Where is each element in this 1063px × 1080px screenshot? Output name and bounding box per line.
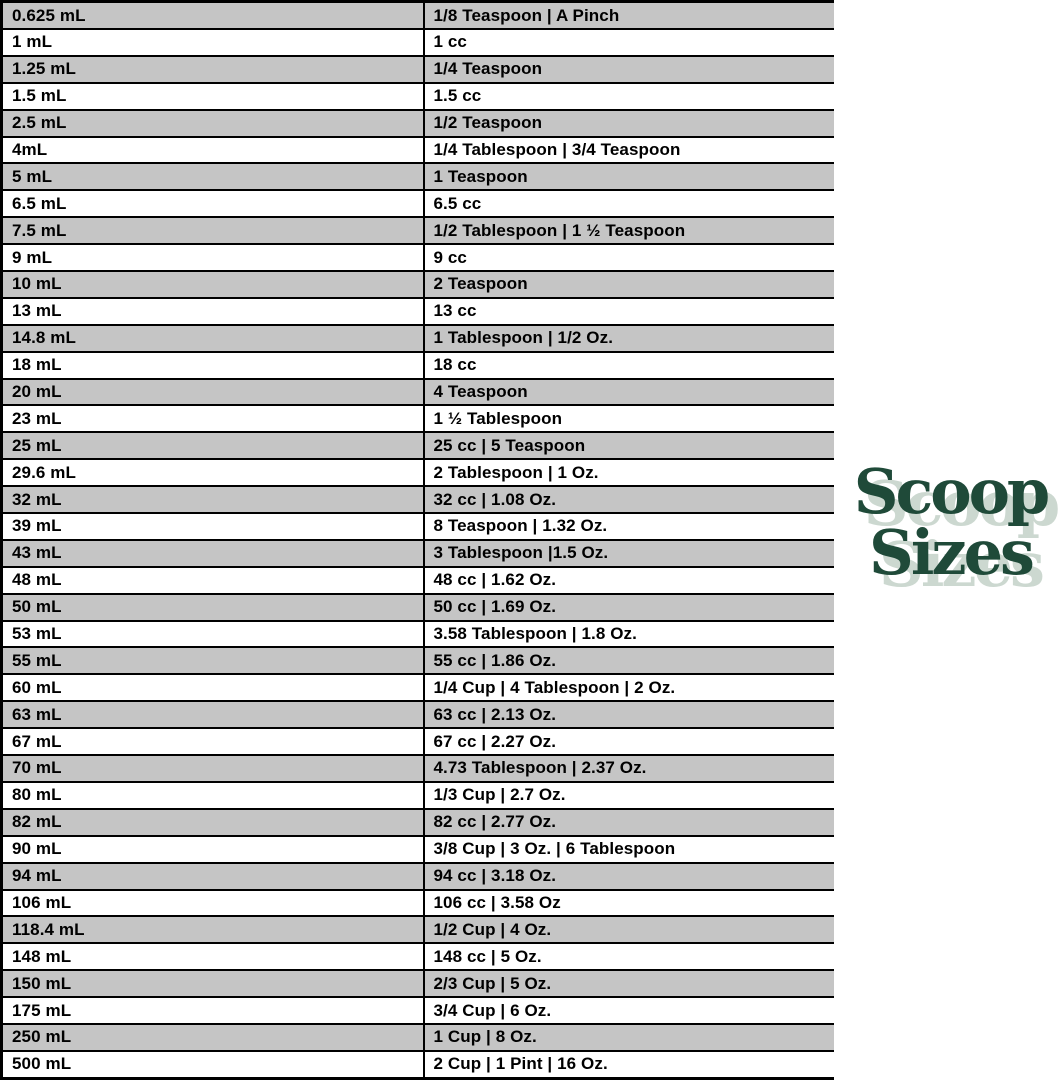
cell-equivalent: 1/4 Tablespoon | 3/4 Teaspoon: [424, 137, 834, 164]
table-row: [2, 540, 834, 567]
cell-milliliters: 80 mL: [2, 782, 424, 809]
table-row: [2, 379, 834, 406]
table-row: [2, 83, 834, 110]
table-row: [2, 782, 834, 809]
table-row: [2, 594, 834, 621]
cell-milliliters: 67 mL: [2, 728, 424, 755]
cell-equivalent: 32 cc | 1.08 Oz.: [424, 486, 834, 513]
table-row: [2, 190, 834, 217]
cell-equivalent: 4.73 Tablespoon | 2.37 Oz.: [424, 755, 834, 782]
cell-milliliters: 6.5 mL: [2, 190, 424, 217]
cell-milliliters: 94 mL: [2, 863, 424, 890]
cell-equivalent: 1.5 cc: [424, 83, 834, 110]
cell-equivalent: 1 Tablespoon | 1/2 Oz.: [424, 325, 834, 352]
table-row: [2, 674, 834, 701]
cell-equivalent: 2 Tablespoon | 1 Oz.: [424, 459, 834, 486]
cell-equivalent: 48 cc | 1.62 Oz.: [424, 567, 834, 594]
table-row: [2, 647, 834, 674]
cell-equivalent: 1 ½ Tablespoon: [424, 405, 834, 432]
table-row: [2, 2, 834, 30]
cell-milliliters: 53 mL: [2, 621, 424, 648]
cell-equivalent: 1/4 Teaspoon: [424, 56, 834, 83]
cell-milliliters: 43 mL: [2, 540, 424, 567]
cell-equivalent: 1/2 Cup | 4 Oz.: [424, 916, 834, 943]
table-row: [2, 271, 834, 298]
cell-milliliters: 82 mL: [2, 809, 424, 836]
cell-milliliters: 1.5 mL: [2, 83, 424, 110]
cell-milliliters: 2.5 mL: [2, 110, 424, 137]
cell-equivalent: 1/2 Tablespoon | 1 ½ Teaspoon: [424, 217, 834, 244]
cell-equivalent: 2/3 Cup | 5 Oz.: [424, 970, 834, 997]
cell-milliliters: 39 mL: [2, 513, 424, 540]
table-row: [2, 137, 834, 164]
cell-milliliters: 7.5 mL: [2, 217, 424, 244]
cell-milliliters: 0.625 mL: [2, 2, 424, 30]
cell-milliliters: 48 mL: [2, 567, 424, 594]
table-row: [2, 459, 834, 486]
cell-equivalent: 1 Cup | 8 Oz.: [424, 1024, 834, 1051]
cell-milliliters: 500 mL: [2, 1051, 424, 1079]
table-row: [2, 352, 834, 379]
cell-milliliters: 175 mL: [2, 997, 424, 1024]
table-row: [2, 916, 834, 943]
cell-equivalent: 2 Teaspoon: [424, 271, 834, 298]
cell-milliliters: 150 mL: [2, 970, 424, 997]
cell-equivalent: 1/3 Cup | 2.7 Oz.: [424, 782, 834, 809]
table-row: [2, 621, 834, 648]
cell-milliliters: 250 mL: [2, 1024, 424, 1051]
cell-equivalent: 55 cc | 1.86 Oz.: [424, 647, 834, 674]
cell-equivalent: 3/4 Cup | 6 Oz.: [424, 997, 834, 1024]
cell-equivalent: 50 cc | 1.69 Oz.: [424, 594, 834, 621]
table-row: [2, 110, 834, 137]
table-row: [2, 863, 834, 890]
cell-equivalent: 13 cc: [424, 298, 834, 325]
table-row: [2, 244, 834, 271]
table-row: [2, 997, 834, 1024]
table-row: [2, 701, 834, 728]
cell-milliliters: 55 mL: [2, 647, 424, 674]
table-row: [2, 567, 834, 594]
table-row: [2, 217, 834, 244]
table-row: [2, 836, 834, 863]
table-row: [2, 325, 834, 352]
table-row: [2, 970, 834, 997]
cell-equivalent: 82 cc | 2.77 Oz.: [424, 809, 834, 836]
cell-milliliters: 23 mL: [2, 405, 424, 432]
cell-equivalent: 1 Teaspoon: [424, 163, 834, 190]
cell-equivalent: 2 Cup | 1 Pint | 16 Oz.: [424, 1051, 834, 1079]
cell-milliliters: 70 mL: [2, 755, 424, 782]
table-row: [2, 29, 834, 56]
cell-milliliters: 14.8 mL: [2, 325, 424, 352]
table-row: [2, 809, 834, 836]
cell-milliliters: 32 mL: [2, 486, 424, 513]
cell-equivalent: 148 cc | 5 Oz.: [424, 943, 834, 970]
cell-milliliters: 10 mL: [2, 271, 424, 298]
table-row: [2, 755, 834, 782]
table-row: [2, 163, 834, 190]
cell-equivalent: 1 cc: [424, 29, 834, 56]
cell-milliliters: 18 mL: [2, 352, 424, 379]
cell-milliliters: 29.6 mL: [2, 459, 424, 486]
table-row: [2, 513, 834, 540]
cell-milliliters: 1 mL: [2, 29, 424, 56]
table-row: [2, 298, 834, 325]
cell-milliliters: 148 mL: [2, 943, 424, 970]
cell-milliliters: 90 mL: [2, 836, 424, 863]
cell-equivalent: 18 cc: [424, 352, 834, 379]
cell-equivalent: 1/4 Cup | 4 Tablespoon | 2 Oz.: [424, 674, 834, 701]
cell-equivalent: 3/8 Cup | 3 Oz. | 6 Tablespoon: [424, 836, 834, 863]
conversion-table-body: [2, 2, 834, 1079]
cell-equivalent: 1/2 Teaspoon: [424, 110, 834, 137]
table-row: [2, 890, 834, 917]
table-row: [2, 432, 834, 459]
cell-milliliters: 13 mL: [2, 298, 424, 325]
table-row: [2, 486, 834, 513]
cell-equivalent: 4 Teaspoon: [424, 379, 834, 406]
scoop-sizes-logo: [838, 455, 1063, 589]
table-row: [2, 405, 834, 432]
cell-milliliters: 106 mL: [2, 890, 424, 917]
cell-milliliters: 20 mL: [2, 379, 424, 406]
cell-milliliters: 60 mL: [2, 674, 424, 701]
cell-equivalent: 106 cc | 3.58 Oz: [424, 890, 834, 917]
cell-milliliters: 9 mL: [2, 244, 424, 271]
cell-equivalent: 25 cc | 5 Teaspoon: [424, 432, 834, 459]
cell-equivalent: 67 cc | 2.27 Oz.: [424, 728, 834, 755]
table-row: [2, 1024, 834, 1051]
table-row: [2, 943, 834, 970]
cell-equivalent: 8 Teaspoon | 1.32 Oz.: [424, 513, 834, 540]
cell-equivalent: 3.58 Tablespoon | 1.8 Oz.: [424, 621, 834, 648]
cell-equivalent: 94 cc | 3.18 Oz.: [424, 863, 834, 890]
table-row: [2, 728, 834, 755]
cell-milliliters: 5 mL: [2, 163, 424, 190]
cell-milliliters: 25 mL: [2, 432, 424, 459]
cell-milliliters: 118.4 mL: [2, 916, 424, 943]
logo-word-scoop: Scoop: [853, 455, 1048, 528]
cell-equivalent: 1/8 Teaspoon | A Pinch: [424, 2, 834, 30]
cell-milliliters: 50 mL: [2, 594, 424, 621]
cell-milliliters: 63 mL: [2, 701, 424, 728]
cell-equivalent: 3 Tablespoon |1.5 Oz.: [424, 540, 834, 567]
table-row: [2, 56, 834, 83]
cell-milliliters: 4mL: [2, 137, 424, 164]
logo-word-sizes: Sizes: [869, 515, 1032, 589]
cell-equivalent: 9 cc: [424, 244, 834, 271]
cell-milliliters: 1.25 mL: [2, 56, 424, 83]
cell-equivalent: 63 cc | 2.13 Oz.: [424, 701, 834, 728]
table-row: [2, 1051, 834, 1079]
cell-equivalent: 6.5 cc: [424, 190, 834, 217]
